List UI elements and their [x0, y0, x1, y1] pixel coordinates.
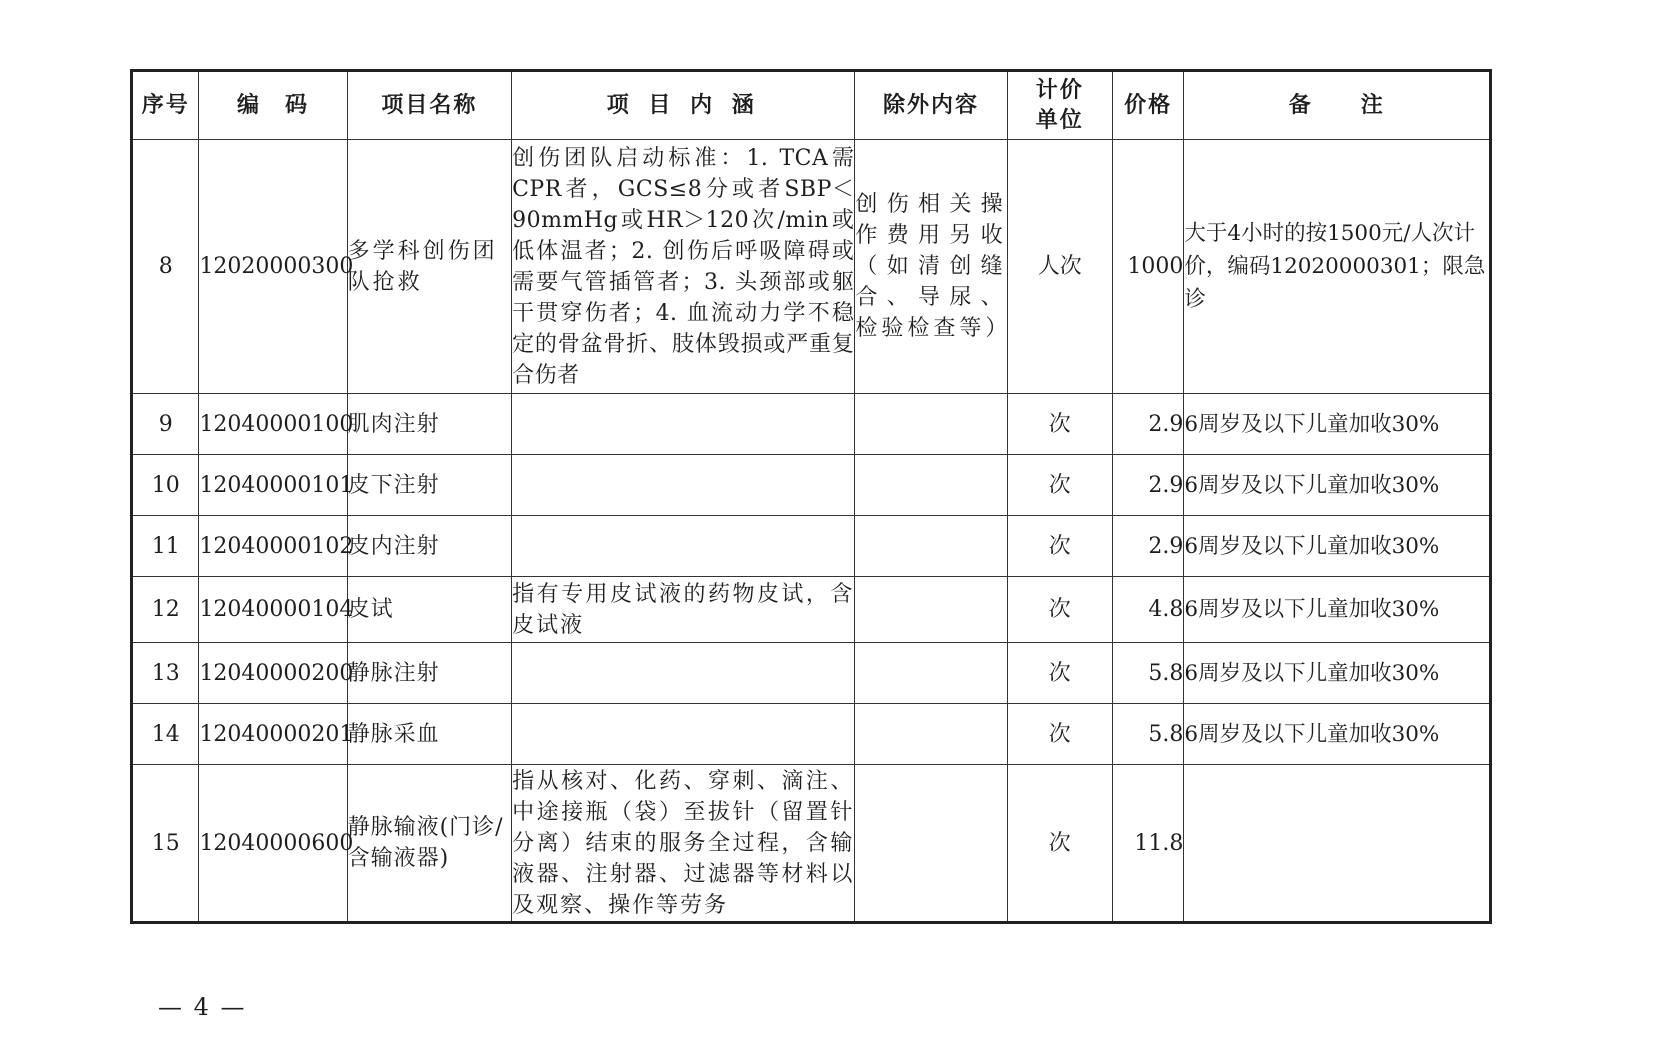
table-row [132, 516, 1491, 577]
cell-excluded [855, 455, 1007, 516]
cell-remark [1184, 765, 1491, 923]
cell-seq: 9 [132, 394, 199, 455]
cell-price: 11.8 [1112, 765, 1184, 923]
header-seq: 序号 [132, 71, 199, 140]
cell-name: 皮试 [347, 577, 512, 643]
cell-seq: 15 [132, 765, 199, 923]
cell-seq: 11 [132, 516, 199, 577]
header-name: 项目名称 [347, 71, 512, 140]
cell-excluded: 创伤相关操作费用另收（如清创缝合、导尿、检验检查等） [855, 140, 1007, 394]
cell-seq: 12 [132, 577, 199, 643]
cell-price: 5.8 [1112, 643, 1184, 704]
cell-unit: 次 [1007, 516, 1112, 577]
cell-unit: 次 [1007, 455, 1112, 516]
header-excluded: 除外内容 [855, 71, 1007, 140]
table-row [132, 704, 1491, 765]
cell-content: 指有专用皮试液的药物皮试，含皮试液 [512, 577, 855, 643]
cell-content [512, 394, 855, 455]
cell-remark: 6周岁及以下儿童加收30% [1184, 704, 1491, 765]
cell-unit: 次 [1007, 394, 1112, 455]
cell-name: 静脉输液(门诊/含输液器) [347, 765, 512, 923]
cell-content [512, 704, 855, 765]
cell-code: 12040000200 [199, 643, 347, 704]
cell-name: 肌肉注射 [347, 394, 512, 455]
cell-remark: 6周岁及以下儿童加收30% [1184, 394, 1491, 455]
table-row [132, 765, 1491, 923]
price-table [130, 69, 1492, 924]
header-price: 价格 [1112, 71, 1184, 140]
table-row [132, 140, 1491, 394]
table-row [132, 394, 1491, 455]
table-row [132, 577, 1491, 643]
cell-price: 1000 [1112, 140, 1184, 394]
cell-excluded [855, 704, 1007, 765]
header-row [132, 71, 1491, 140]
cell-code: 12040000201 [199, 704, 347, 765]
cell-name: 多学科创伤团队抢救 [347, 140, 512, 394]
cell-code: 12040000600 [199, 765, 347, 923]
cell-unit: 次 [1007, 643, 1112, 704]
header-unit: 计价单位 [1007, 71, 1112, 140]
cell-seq: 13 [132, 643, 199, 704]
table-row [132, 643, 1491, 704]
cell-seq: 8 [132, 140, 199, 394]
cell-code: 12040000102 [199, 516, 347, 577]
cell-remark: 6周岁及以下儿童加收30% [1184, 516, 1491, 577]
cell-excluded [855, 394, 1007, 455]
cell-name: 静脉采血 [347, 704, 512, 765]
cell-excluded [855, 577, 1007, 643]
cell-content: 指从核对、化药、穿刺、滴注、中途接瓶（袋）至拔针（留置针分离）结束的服务全过程，含输液器、注射器、过滤器等材料以及观察、操作等劳务 [512, 765, 855, 923]
page-number: — 4 — [158, 993, 247, 1021]
cell-price: 5.8 [1112, 704, 1184, 765]
table-row [132, 455, 1491, 516]
cell-unit: 人次 [1007, 140, 1112, 394]
cell-seq: 14 [132, 704, 199, 765]
cell-price: 2.9 [1112, 455, 1184, 516]
cell-remark: 6周岁及以下儿童加收30% [1184, 643, 1491, 704]
cell-name: 静脉注射 [347, 643, 512, 704]
cell-remark: 6周岁及以下儿童加收30% [1184, 455, 1491, 516]
cell-remark: 大于4小时的按1500元/人次计价，编码12020000301；限急诊 [1184, 140, 1491, 394]
cell-excluded [855, 765, 1007, 923]
cell-content: 创伤团队启动标准：1. TCA需CPR者，GCS≤8分或者SBP＜90mmHg或HR＞120次/min或低体温者；2. 创伤后呼吸障碍或需要气管插管者；3. 头颈部或躯干贯穿伤者；4. 血流动力学不稳定的骨盆骨折、肢体毁损或严重复合伤者 [512, 140, 855, 394]
cell-name: 皮下注射 [347, 455, 512, 516]
cell-content [512, 643, 855, 704]
cell-seq: 10 [132, 455, 199, 516]
cell-code: 12040000101 [199, 455, 347, 516]
cell-unit: 次 [1007, 577, 1112, 643]
cell-excluded [855, 516, 1007, 577]
cell-code: 12020000300 [199, 140, 347, 394]
cell-remark: 6周岁及以下儿童加收30% [1184, 577, 1491, 643]
cell-unit: 次 [1007, 765, 1112, 923]
cell-price: 4.8 [1112, 577, 1184, 643]
cell-code: 12040000104 [199, 577, 347, 643]
header-remark: 备 注 [1184, 71, 1491, 140]
header-content: 项 目 内 涵 [512, 71, 855, 140]
cell-unit: 次 [1007, 704, 1112, 765]
cell-code: 12040000100 [199, 394, 347, 455]
cell-content [512, 516, 855, 577]
cell-price: 2.9 [1112, 394, 1184, 455]
cell-price: 2.9 [1112, 516, 1184, 577]
cell-excluded [855, 643, 1007, 704]
cell-name: 皮内注射 [347, 516, 512, 577]
header-code: 编 码 [199, 71, 347, 140]
cell-content [512, 455, 855, 516]
